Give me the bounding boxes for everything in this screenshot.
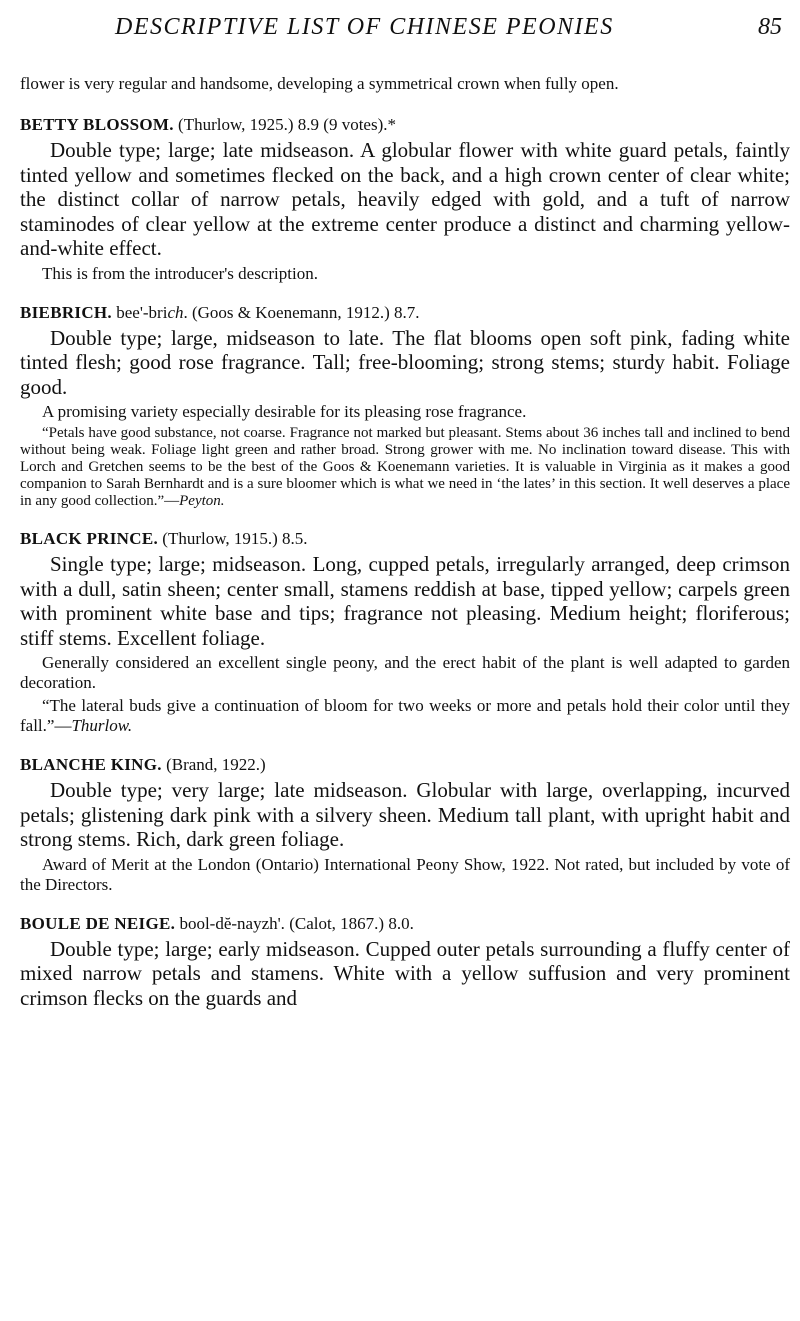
variety-details: (Brand, 1922.) xyxy=(166,755,266,774)
variety-note: Award of Merit at the London (Ontario) International Peony Show, 1922. Not rated, but included by vote of the Directors. xyxy=(20,854,790,894)
entry-boule-de-neige xyxy=(20,913,790,1011)
continuation-paragraph: flower is very regular and handsome, developing a symmetrical crown when fully open. xyxy=(20,74,619,93)
variety-pronunciation: bee'-brich. xyxy=(116,302,188,322)
variety-name: BETTY BLOSSOM. xyxy=(20,115,174,134)
entry-heading xyxy=(20,913,790,935)
entry-biebrich xyxy=(20,302,790,511)
running-head-title: DESCRIPTIVE LIST OF CHINESE PEONIES xyxy=(115,14,614,40)
quote-attribution: Thurlow. xyxy=(71,716,133,735)
variety-description: Single type; large; midseason. Long, cupped petals, irregularly arranged, deep crimson with a dull, satin sheen; center small, stamens reddish at base, tipped yellow; carpels green with prominent white base and tips; fragrance not pleasing. Medium height; floriferous; stiff stems. Excellent foliage. xyxy=(20,552,790,650)
document-page xyxy=(20,10,790,1010)
entry-black-prince xyxy=(20,528,790,736)
variety-details: (Thurlow, 1925.) 8.9 (9 votes).* xyxy=(178,115,397,134)
variety-details: (Calot, 1867.) 8.0. xyxy=(289,913,414,933)
entry-heading xyxy=(20,528,790,550)
variety-note: Generally considered an excellent single peony, and the erect habit of the plant is well adapted to garden decoration. xyxy=(20,653,790,692)
variety-description: Double type; large; late midseason. A globular flower with white guard petals, faintly tinted yellow and sometimes flecked on the back, and a high crown center of clear white; the distinct collar of narrow petals, heavily edged with gold, and a tuft of narrow staminodes of clear yellow at the extreme center produce a distinct and charming yellow-and-white effect. xyxy=(20,138,790,260)
running-head xyxy=(20,10,790,48)
variety-name: BLACK PRINCE. xyxy=(20,529,159,548)
variety-name: BIEBRICH. xyxy=(20,302,112,322)
entry-heading xyxy=(20,302,790,324)
variety-description: Double type; large, midseason to late. The flat blooms open soft pink, fading white tinted flesh; good rose fragrance. Tall; free-blooming; strong stems; sturdy habit. Foliage good. xyxy=(20,325,790,399)
entry-blanche-king xyxy=(20,754,790,895)
variety-name: BOULE DE NEIGE. xyxy=(20,913,176,933)
entry-betty-blossom xyxy=(20,114,790,284)
variety-description: Double type; large; early midseason. Cupped outer petals surrounding a fluffy center of mixed narrow petals and stamens. White with a yellow suffusion and very prominent crimson flecks on the guards and xyxy=(20,936,790,1010)
variety-details: (Goos & Koenemann, 1912.) 8.7. xyxy=(191,302,420,322)
variety-details: (Thurlow, 1915.) 8.5. xyxy=(162,529,308,548)
variety-description: Double type; very large; late midseason. Globular with large, overlapping, incurved petals; glistening dark pink with a silvery sheen. Medium tall plant, with upright habit and strong stems. Rich, dark green foliage. xyxy=(20,778,790,851)
entry-heading xyxy=(20,754,790,776)
variety-name: BLANCHE KING. xyxy=(20,755,162,774)
variety-quote: “Petals have good substance, not coarse. Fragrance not marked but pleasant. Stems about 36 inches tall and inclined to bend without being weak. Foliage light green and rather broad. Strong grower with me. No inclination toward disease. This with Lorch and Gretchen seems to be the best of the Goos & Koenemann varieties. It is valuable in Virginia as it makes a good companion to Sarah Bernhardt and is a sure bloomer which is what we need in ‘the lates’ in this section. It well deserves a place in any good collection.”—Peyton. xyxy=(20,425,790,509)
entry-heading xyxy=(20,114,790,136)
variety-note: This is from the introducer's description. xyxy=(42,263,318,283)
page-number: 85 xyxy=(758,14,782,40)
variety-note: A promising variety especially desirable for its pleasing rose fragrance. xyxy=(42,402,527,421)
quote-attribution: Peyton. xyxy=(179,493,225,509)
variety-pronunciation: bool-dĕ-nayzh'. xyxy=(179,913,285,933)
variety-quote: “The lateral buds give a continuation of bloom for two weeks or more and petals hold their color until they fall.”—Thurlow. xyxy=(20,696,790,735)
